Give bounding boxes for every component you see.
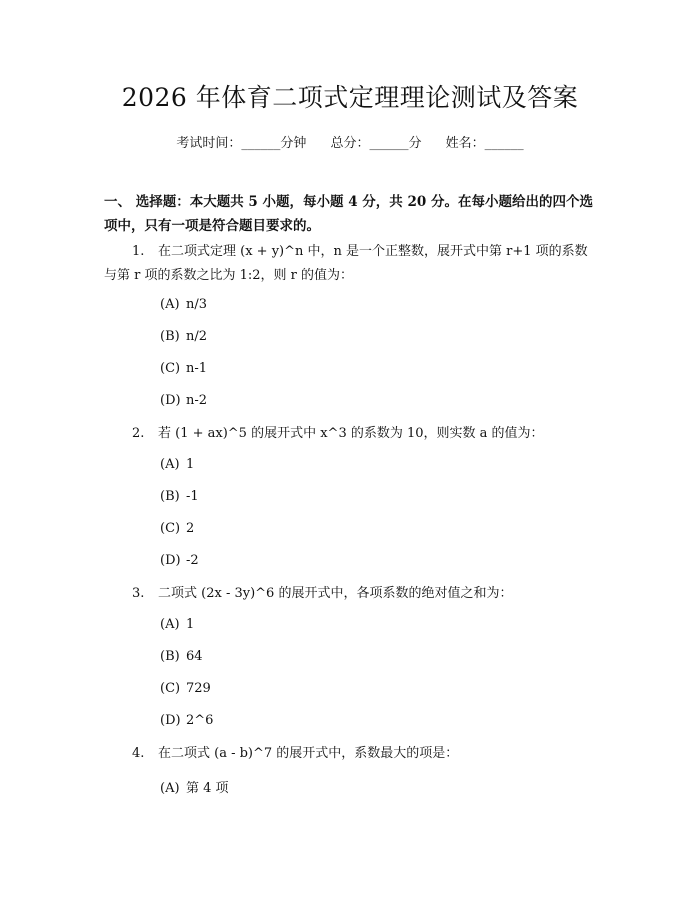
- option-text: n-1: [186, 361, 208, 376]
- question-number: 4.: [132, 746, 145, 761]
- option-text: 2^6: [186, 713, 214, 728]
- option-label: (C): [160, 361, 181, 376]
- option-text: 第 4 项: [186, 781, 229, 796]
- question-number: 1.: [132, 244, 145, 259]
- option-label: (B): [160, 649, 180, 664]
- question-1-option-d: [160, 393, 207, 408]
- option-text: 1: [186, 617, 195, 632]
- option-label: (A): [160, 781, 180, 796]
- page-title: 2026 年体育二项式定理理论测试及答案: [121, 83, 579, 112]
- question-2-option-a: [160, 457, 194, 472]
- option-label: (C): [160, 521, 181, 536]
- question-text: 在二项式 (a - b)^7 的展开式中，系数最大的项是：: [158, 746, 459, 761]
- option-label: (D): [160, 553, 181, 568]
- option-label: (D): [160, 393, 181, 408]
- question-3: [104, 582, 599, 606]
- question-1-option-a: [160, 297, 207, 312]
- question-2-option-d: [160, 553, 199, 568]
- question-2-option-b: [160, 489, 199, 504]
- section-heading: 一、 选择题：本大题共 5 小题，每小题 4 分，共 20 分。在每小题给出的四个选项中，只有一项是符合题目要求的。: [104, 194, 593, 234]
- question-text: 若 (1 + ax)^5 的展开式中 x^3 的系数为 10，则实数 a 的值为：: [158, 426, 544, 441]
- option-text: 729: [186, 681, 211, 696]
- option-label: (A): [160, 457, 180, 472]
- option-label: (B): [160, 329, 180, 344]
- question-number: 3.: [132, 586, 145, 601]
- question-3-option-d: [160, 713, 213, 728]
- option-label: (A): [160, 617, 180, 632]
- option-label: (B): [160, 489, 180, 504]
- question-4-option-a: [160, 777, 229, 796]
- option-text: n/3: [186, 297, 208, 312]
- question-4: [104, 742, 599, 766]
- question-2-option-c: [160, 521, 194, 536]
- question-1: [104, 240, 599, 288]
- option-label: (D): [160, 713, 181, 728]
- option-label: (A): [160, 297, 180, 312]
- question-3-option-c: [160, 681, 211, 696]
- option-text: 1: [186, 457, 195, 472]
- question-number: 2.: [132, 426, 145, 441]
- question-2: [104, 422, 599, 446]
- question-text: 二项式 (2x - 3y)^6 的展开式中，各项系数的绝对值之和为：: [158, 586, 513, 601]
- exam-score: 总分：______分: [330, 136, 422, 151]
- question-3-option-a: [160, 617, 194, 632]
- question-1-option-c: [160, 361, 207, 376]
- option-text: -2: [186, 553, 199, 568]
- option-text: 2: [186, 521, 195, 536]
- exam-meta: [0, 132, 700, 151]
- option-text: -1: [186, 489, 199, 504]
- exam-time: 考试时间：______分钟: [176, 136, 307, 151]
- student-name: 姓名：______: [445, 136, 524, 151]
- question-text: 在二项式定理 (x + y)^n 中，n 是一个正整数，展开式中第 r+1 项的系数与第 r 项的系数之比为 1:2，则 r 的值为：: [104, 244, 588, 283]
- question-1-option-b: [160, 329, 207, 344]
- option-text: 64: [186, 649, 203, 664]
- option-text: n/2: [186, 329, 208, 344]
- option-text: n-2: [186, 393, 208, 408]
- option-label: (C): [160, 681, 181, 696]
- question-3-option-b: [160, 649, 203, 664]
